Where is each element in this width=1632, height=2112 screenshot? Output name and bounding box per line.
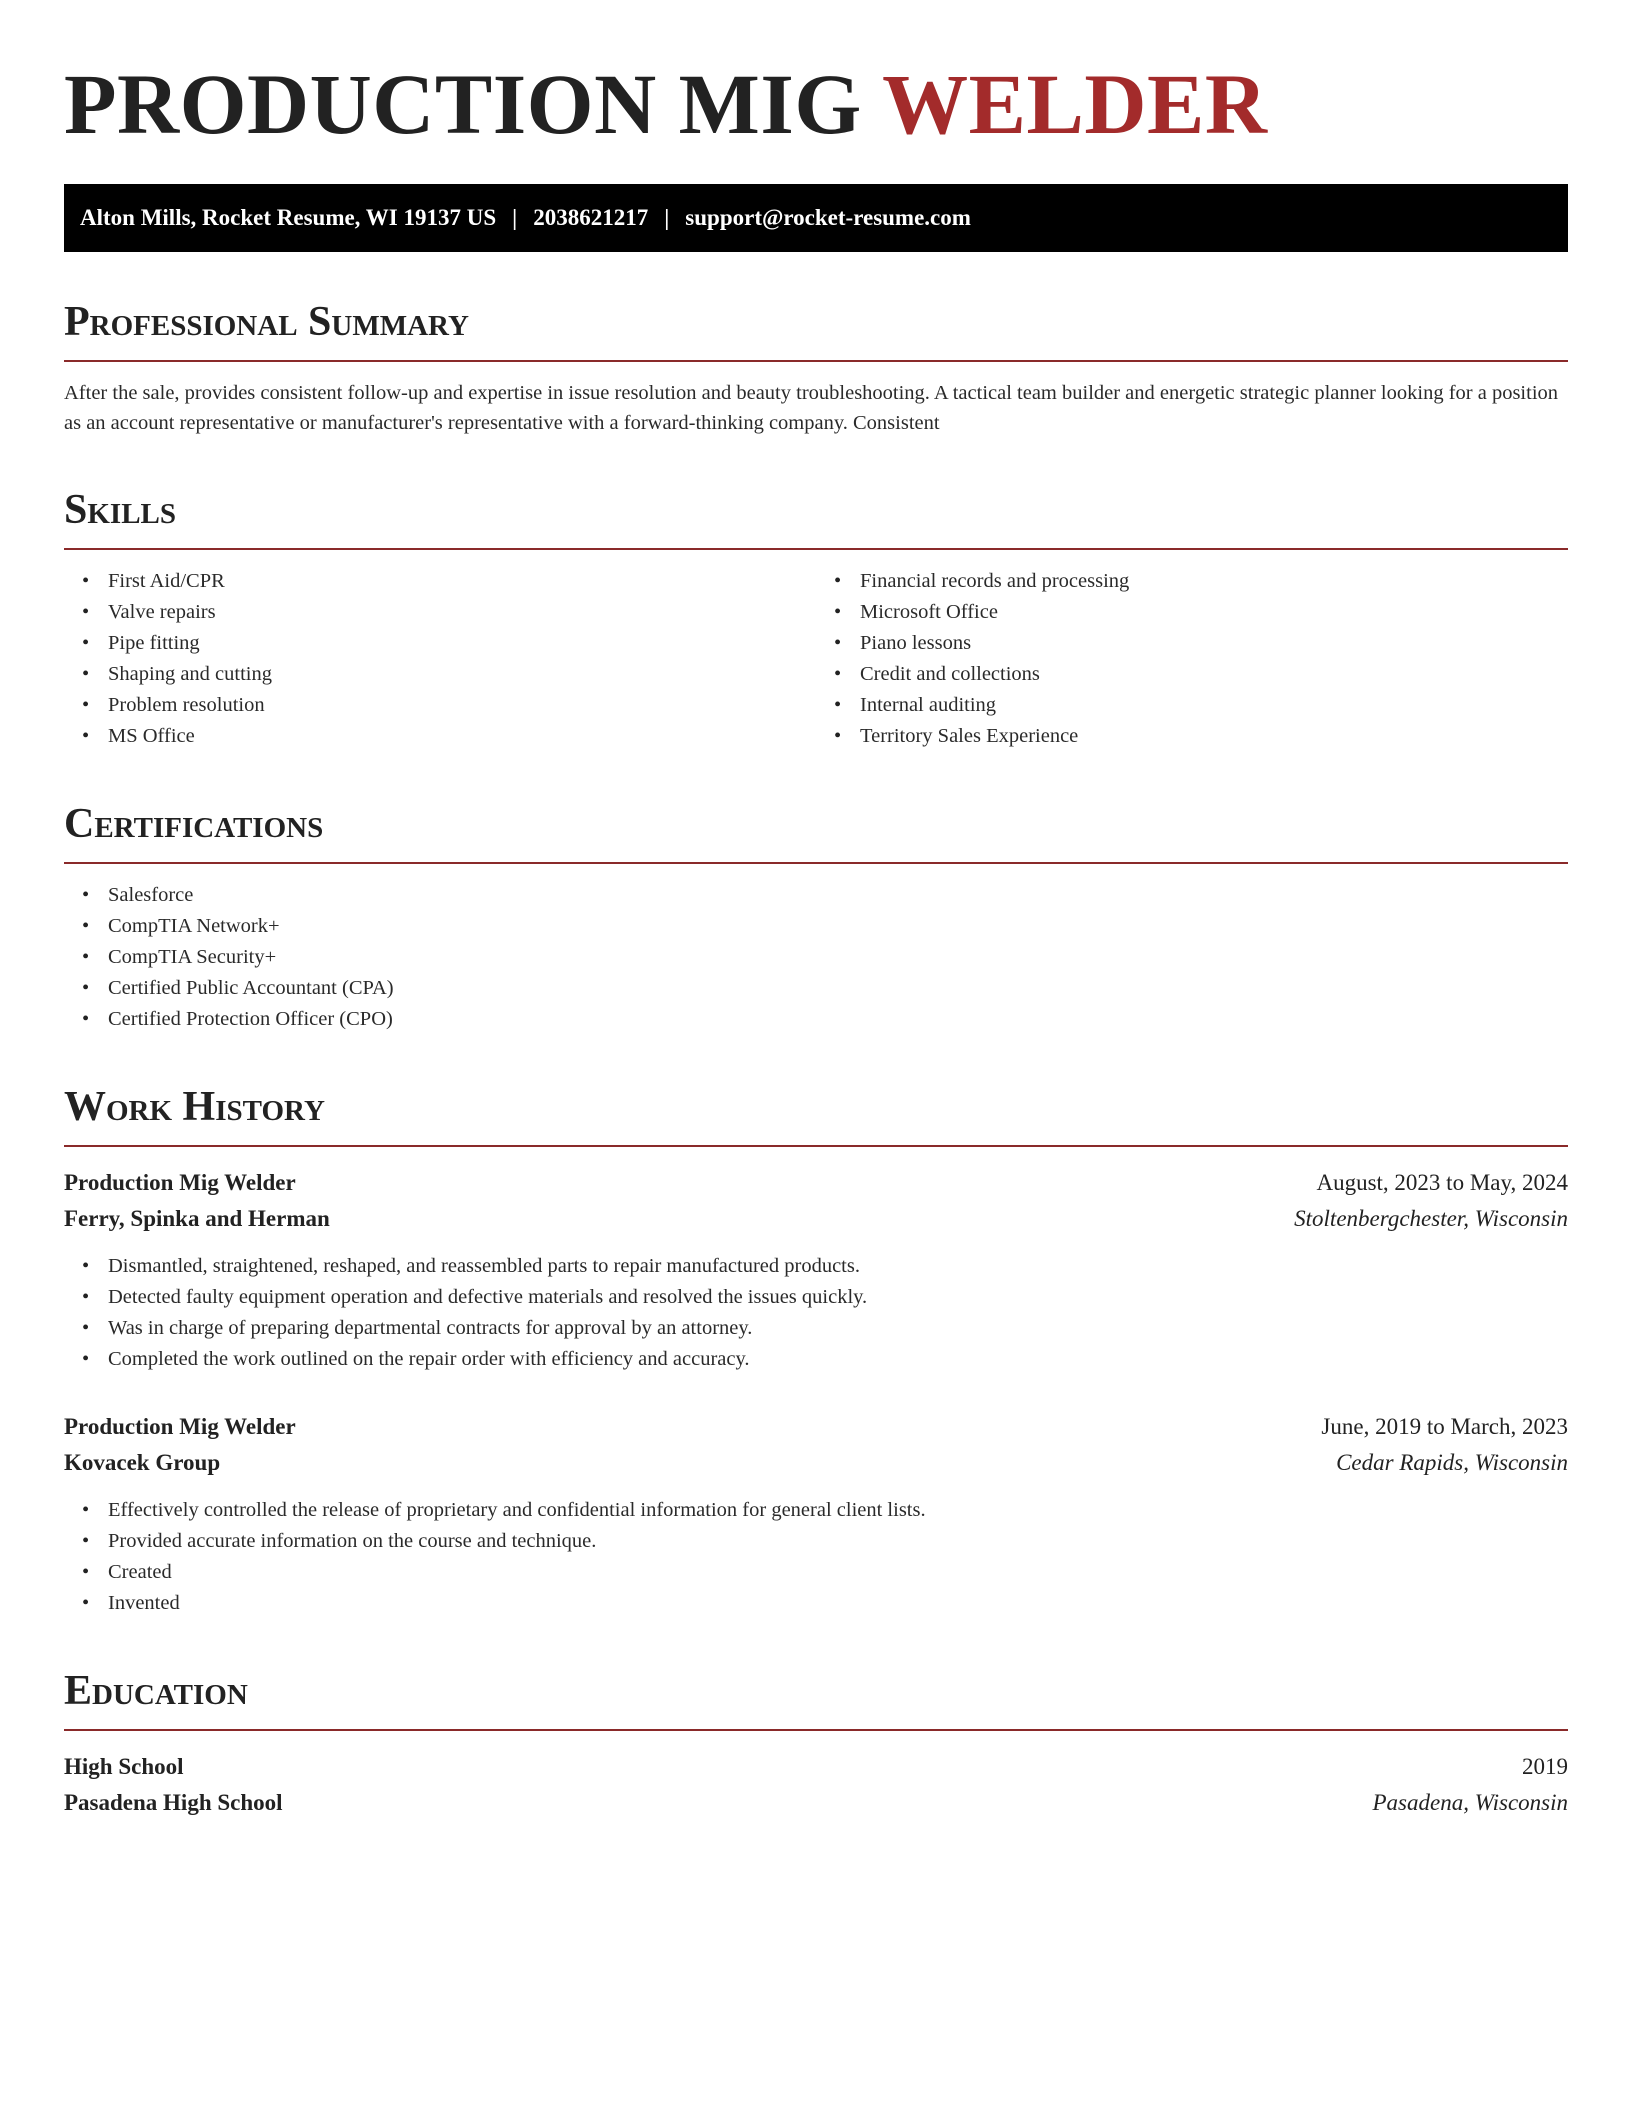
skill-item: • Problem resolution xyxy=(108,690,816,721)
job-duties-list xyxy=(64,1495,1568,1619)
job-company: Ferry, Spinka and Herman xyxy=(64,1206,330,1231)
contact-bar xyxy=(64,184,1568,252)
skill-item: • MS Office xyxy=(108,721,816,752)
job-title: Production Mig Welder xyxy=(64,1170,296,1195)
job-title-row xyxy=(64,1165,1568,1201)
job-duty: • Provided accurate information on the course and technique. xyxy=(108,1526,1568,1557)
skills-heading: Skills xyxy=(64,484,1568,550)
skill-item: • Piano lessons xyxy=(860,628,1568,659)
job-duty: • Created xyxy=(108,1557,1568,1588)
skill-item: • Pipe fitting xyxy=(108,628,816,659)
summary-text: After the sale, provides consistent follow-up and expertise in issue resolution and beauty troubleshooting. A tactical team builder and energetic strategic planner looking for a position as an account representative or manufacturer's representative with a forward-thinking company. Consistent xyxy=(64,382,1559,434)
certifications-list xyxy=(64,880,1568,1035)
job-title: Production Mig Welder xyxy=(64,1414,296,1439)
work-history-heading: Work History xyxy=(64,1081,1568,1147)
job-duty: • Effectively controlled the release of proprietary and confidential information for general client lists. xyxy=(108,1495,1568,1526)
certification-item: • Certified Protection Officer (CPO) xyxy=(108,1004,1568,1035)
job-company-row xyxy=(64,1201,1568,1237)
contact-email: support@rocket-resume.com xyxy=(685,205,971,230)
job-location: Stoltenbergchester, Wisconsin xyxy=(1294,1206,1568,1231)
job-duty: • Was in charge of preparing departmental contracts for approval by an attorney. xyxy=(108,1313,1568,1344)
education-heading: Education xyxy=(64,1665,1568,1731)
skills-column-right xyxy=(816,566,1568,752)
contact-address: Alton Mills, Rocket Resume, WI 19137 US xyxy=(80,205,497,230)
education-entry xyxy=(64,1749,1568,1821)
job-duty: • Dismantled, straightened, reshaped, and reassembled parts to repair manufactured products. xyxy=(108,1251,1568,1282)
job-duties-list xyxy=(64,1251,1568,1375)
contact-separator: | xyxy=(664,205,670,230)
job-dates: August, 2023 to May, 2024 xyxy=(1316,1170,1568,1195)
skills-column-left xyxy=(64,566,816,752)
skill-item: • Shaping and cutting xyxy=(108,659,816,690)
skill-item: • Financial records and processing xyxy=(860,566,1568,597)
job-dates: June, 2019 to March, 2023 xyxy=(1321,1414,1568,1439)
education-year: 2019 xyxy=(1522,1754,1568,1779)
skills-list xyxy=(64,550,1568,752)
job-location: Cedar Rapids, Wisconsin xyxy=(1336,1450,1568,1475)
contact-phone: 2038621217 xyxy=(533,205,649,230)
title-main: PRODUCTION MIG xyxy=(64,56,862,152)
skill-item: • Internal auditing xyxy=(860,690,1568,721)
skill-item: • First Aid/CPR xyxy=(108,566,816,597)
job-company-row xyxy=(64,1445,1568,1481)
job-company: Kovacek Group xyxy=(64,1450,221,1475)
certification-item: • CompTIA Network+ xyxy=(108,911,1568,942)
job-duty: • Detected faulty equipment operation and defective materials and resolved the issues quickly. xyxy=(108,1282,1568,1313)
certification-item: • CompTIA Security+ xyxy=(108,942,1568,973)
education-school-row xyxy=(64,1785,1568,1821)
contact-separator: | xyxy=(512,205,518,230)
skill-item: • Credit and collections xyxy=(860,659,1568,690)
title-accent: WELDER xyxy=(882,56,1268,152)
certification-item: • Certified Public Accountant (CPA) xyxy=(108,973,1568,1004)
summary-heading: Professional Summary xyxy=(64,296,1568,362)
education-degree: High School xyxy=(64,1754,184,1779)
job-entry xyxy=(64,1409,1568,1619)
skill-item: • Microsoft Office xyxy=(860,597,1568,628)
certifications-heading: Certifications xyxy=(64,798,1568,864)
job-entry xyxy=(64,1165,1568,1375)
resume-title xyxy=(64,54,1568,154)
certification-item: • Salesforce xyxy=(108,880,1568,911)
skill-item: • Valve repairs xyxy=(108,597,816,628)
education-school: Pasadena High School xyxy=(64,1790,283,1815)
job-duty: • Completed the work outlined on the repair order with efficiency and accuracy. xyxy=(108,1344,1568,1375)
education-location: Pasadena, Wisconsin xyxy=(1372,1790,1568,1815)
job-duty: • Invented xyxy=(108,1588,1568,1619)
education-degree-row xyxy=(64,1749,1568,1785)
job-title-row xyxy=(64,1409,1568,1445)
skill-item: • Territory Sales Experience xyxy=(860,721,1568,752)
